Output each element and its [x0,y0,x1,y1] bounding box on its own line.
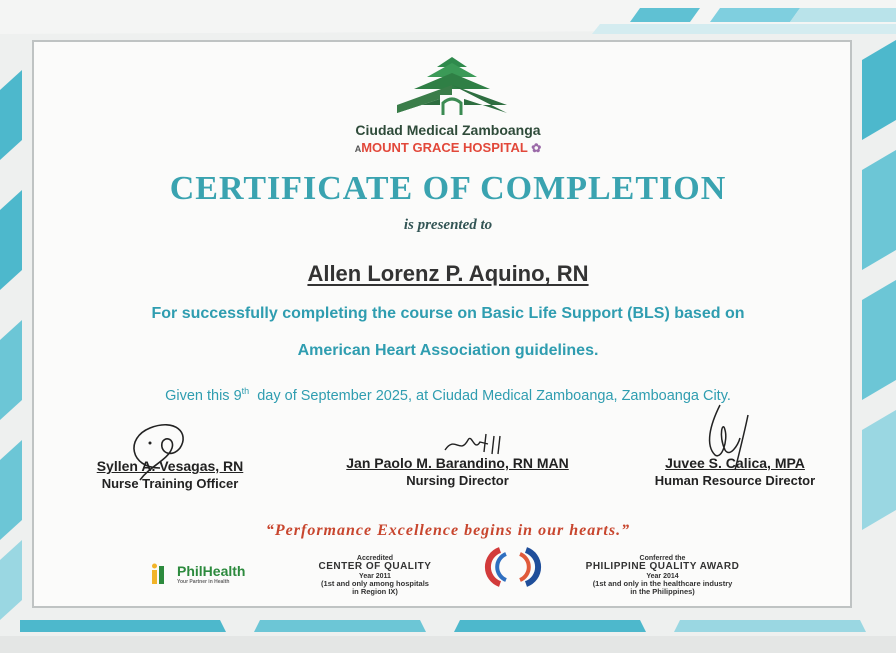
tree-roof-logo-icon [395,55,510,117]
hospital-name: Ciudad Medical Zamboanga [355,122,541,138]
signatory-1-name: Syllen A. Vesagas, RN [96,458,244,474]
given-prefix: Given this 9 [165,387,242,404]
signatory-2 [310,455,605,488]
signatory-3 [630,455,840,488]
course-line-1: For successfully completing the course on Basic Life Support (BLS) based on [151,305,745,322]
coq-l1: Accredited [356,555,394,562]
signature-2-icon [440,430,520,460]
quality-award-logo-icon [480,546,546,588]
motto: “Performance Excellence begins in our hearts.” [265,522,631,539]
signature-3-icon [690,400,760,475]
award-l1: Conferred the [639,555,686,562]
signatory-3-name: Juvee S. Calica, MPA [665,455,805,471]
philhealth-logo [155,563,245,585]
signatory-3-title: Human Resource Director [654,473,816,488]
hospital-sub-name: MOUNT GRACE HOSPITAL [361,140,528,155]
certificate-title: CERTIFICATE OF COMPLETION [169,170,727,207]
award-l4: (1st and only in the healthcare industry [592,579,733,589]
philhealth-tagline: Your Partner in Health [177,579,230,585]
award-l5: in the Philippines) [630,587,695,597]
coq-l3: Year 2011 [359,572,391,580]
coq-l4: (1st and only among hospitals [321,579,429,589]
center-of-quality [290,555,460,596]
award-l2: PHILIPPINE QUALITY AWARD [585,561,740,573]
recipient-name [0,261,896,287]
award-l3: Year 2014 [646,572,679,580]
signatory-2-title: Nursing Director [406,473,509,488]
signatory-1 [65,458,275,491]
philhealth-text: PhilHealth [177,563,246,579]
coq-l5: in Region IX) [352,587,398,597]
given-suffix: day of September 2025, at Ciudad Medical Zamboanga, Zamboanga City. [249,387,731,404]
signatory-1-title: Nurse Training Officer [101,476,239,491]
recipient-name-text: Allen Lorenz P. Aquino, RN [307,261,589,286]
given-sup: th [241,386,250,396]
signature-1-icon [120,408,200,483]
flower-icon: ✿ [531,141,542,155]
hospital-subtitle [0,140,896,155]
given-date-line [0,386,896,404]
philippine-quality-award [560,555,765,596]
presented-to: is presented to [403,217,493,233]
signatory-2-name: Jan Paolo M. Barandino, RN MAN [346,455,569,471]
course-line-2: American Heart Association guidelines. [297,342,599,359]
coq-l2: CENTER OF QUALITY [318,561,432,573]
hospital-sub-prefix: A [354,144,362,154]
